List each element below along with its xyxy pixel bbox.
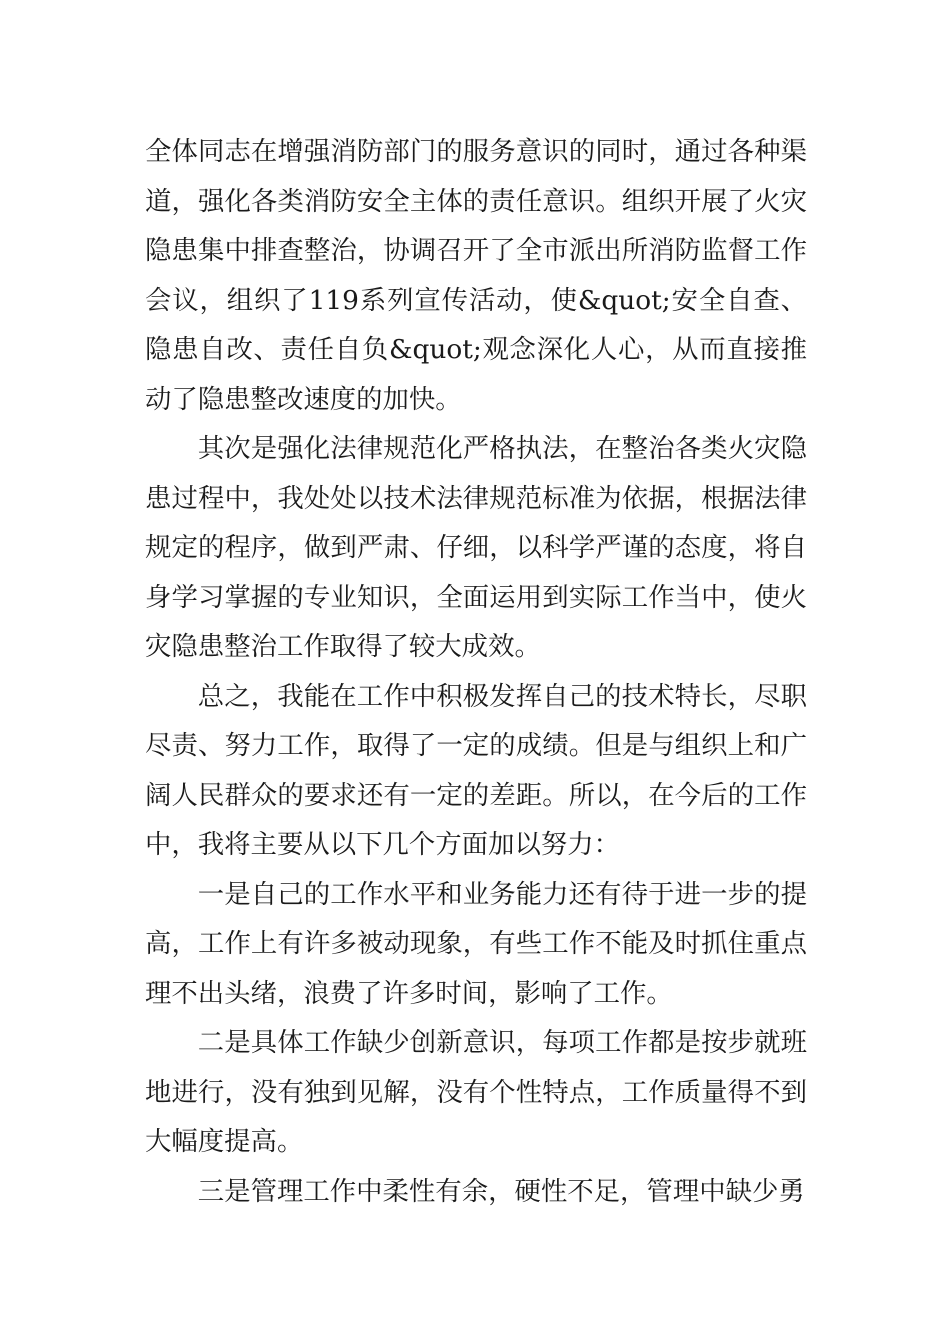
paragraph: 一是自己的工作水平和业务能力还有待于进一步的提高，工作上有许多被动现象，有些工作不能及时抓住重点理不出头绪，浪费了许多时间，影响了工作。 bbox=[145, 878, 807, 1009]
document-body bbox=[145, 127, 807, 1216]
paragraph: 其次是强化法律规范化严格执法，在整治各类火灾隐患过程中，我处处以技术法律规范标准为依据，根据法律规定的程序，做到严肃、仔细，以科学严谨的态度，将自身学习掌握的专业知识，全面运用到实际工作当中，使火灾隐患整治工作取得了较大成效。 bbox=[145, 433, 807, 662]
paragraph: 总之，我能在工作中积极发挥自己的技术特长，尽职尽责、努力工作，取得了一定的成绩。但是与组织上和广阔人民群众的要求还有一定的差距。所以，在今后的工作中，我将主要从以下几个方面加以努力： bbox=[145, 680, 807, 860]
paragraph: 二是具体工作缺少创新意识，每项工作都是按步就班地进行，没有独到见解，没有个性特点，工作质量得不到大幅度提高。 bbox=[145, 1027, 807, 1157]
paragraph: 三是管理工作中柔性有余，硬性不足，管理中缺少勇 bbox=[197, 1175, 805, 1207]
paragraph-continuation: 全体同志在增强消防部门的服务意识的同时，通过各种渠道，强化各类消防安全主体的责任意识。组织开展了火灾隐患集中排查整治，协调召开了全市派出所消防监督工作会议，组织了119系列宣传活动，使&quot;安全自查、隐患自改、责任自负&quot;观念深化人心，从而直接推动了隐患整改速度的加快。 bbox=[145, 136, 807, 415]
